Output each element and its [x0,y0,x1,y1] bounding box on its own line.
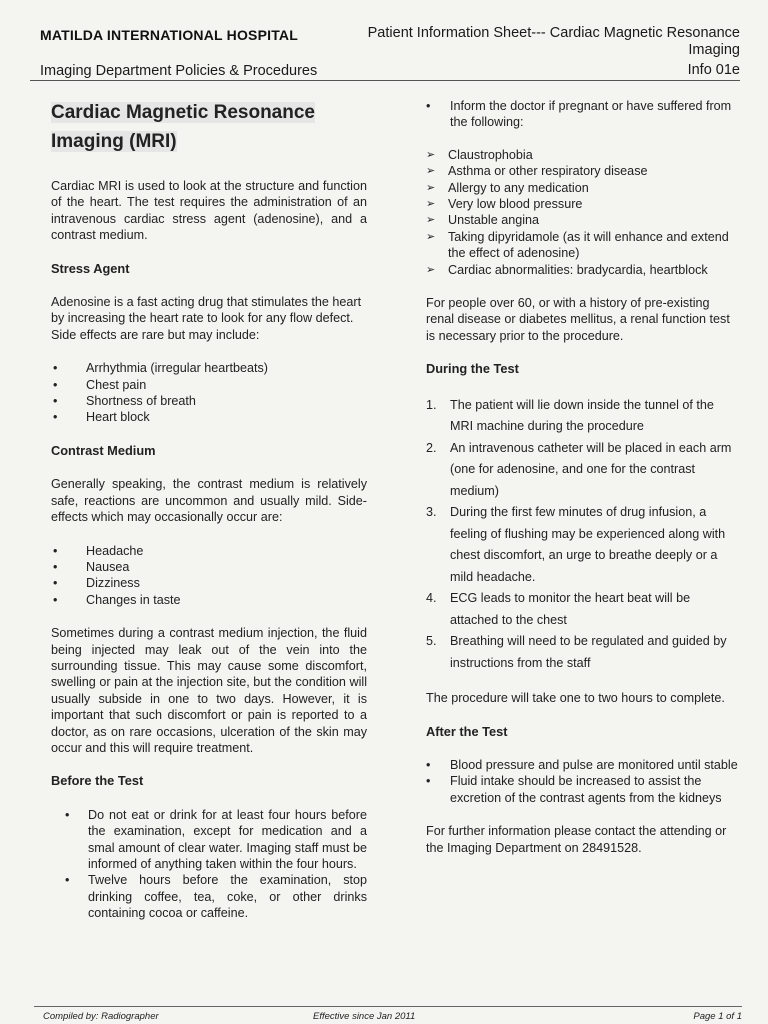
list-item: • Fluid intake should be increased to assist the excretion of the contrast agents from the kidneys [426,773,738,806]
renal-function-paragraph: For people over 60, or with a history of pre-existing renal disease or diabetes mellitus, a renal function test is necessary prior to the procedure. [426,296,730,343]
injection-paragraph: Sometimes during a contrast medium injection, the fluid being injected may leak out of the vein into the surrounding tissue. This may cause some discomfort, swelling or pain at the injection site, but the condition will usually subside in one to two days. However, it is important that such discomfort or pain is reported to a doctor, as on rare occasions, ulceration of the skin may occur and this will require treatment. [51,626,367,755]
list-item: ➢ Taking dipyridamole (as it will enhance and extend the effect of adenosine) [426,229,738,262]
list-item: • Changes in taste [51,592,367,608]
list-item: • Dizziness [51,575,367,591]
list-item: During the first few minutes of drug infusion, a feeling of flushing may be experienced along with chest discomfort, an urge to breathe deeply or a mild headache. [450,505,726,584]
list-item: ➢ Unstable angina [426,212,738,228]
list-item: An intravenous catheter will be placed in each arm (one for adenosine, and one for the contrast medium) [450,440,732,498]
sheet-title: Patient Information Sheet--- Cardiac Magnetic Resonance Imaging [367,25,740,58]
list-item: • Nausea [51,559,367,575]
contrast-medium-paragraph: Generally speaking, the contrast medium is relatively safe, reactions are uncommon and usually mild. Side-effects which may occasionally occur are: [51,477,367,525]
list-item: ➢ Claustrophobia [426,147,738,163]
list-item: The patient will lie down inside the tunnel of the MRI machine during the procedure [450,397,714,434]
inform-doctor-paragraph: • Inform the doctor if pregnant or have suffered from the following: [426,98,738,131]
hospital-name: MATILDA INTERNATIONAL HOSPITAL [40,27,298,43]
list-item: • Chest pain [51,377,367,393]
right-column [426,98,738,873]
stress-effects-list [51,360,367,426]
list-item: • Headache [51,543,367,559]
page-number: Page 1 of 1 [693,1011,742,1022]
list-item: • Blood pressure and pulse are monitored until stable [426,757,738,773]
list-item: ➢ Cardiac abnormalities: bradycardia, heartblock [426,262,738,278]
list-item: ECG leads to monitor the heart beat will be attached to the chest [450,591,691,627]
contrast-medium-heading: Contrast Medium [51,442,156,458]
document-title-text: Cardiac Magnetic Resonance Imaging (MRI) [51,102,315,152]
list-item: • Do not eat or drink for at least four hours before the examination, except for medication and a smal amount of clear water. Imaging staff must be informed of anything taken within the four hours. [51,807,367,873]
list-item: • Twelve hours before the examination, stop drinking coffee, tea, coke, or other drinks containing cocoa or caffeine. [51,872,367,921]
stress-agent-paragraph: Adenosine is a fast acting drug that stimulates the heart by increasing the heart rate to look for any flow defect. Side effects are rare but may include: [51,295,362,342]
list-item: ➢ Allergy to any medication [426,180,738,196]
intro-paragraph: Cardiac MRI is used to look at the structure and function of the heart. The test requires the administration of an intravenous cardiac stress agent (adenosine), and a contrast medium. [51,179,367,243]
conditions-list [426,147,738,278]
contrast-effects-list [51,543,367,609]
compiled-by: Compiled by: Radiographer [43,1011,159,1022]
before-test-heading: Before the Test [51,773,144,789]
page-header [0,0,768,82]
list-item: ➢ Very low blood pressure [426,196,738,212]
duration-paragraph: The procedure will take one to two hours to complete. [426,691,725,706]
during-test-heading: During the Test [426,361,519,377]
footer-divider [34,1006,742,1007]
list-item: ➢ Asthma or other respiratory disease [426,163,738,179]
effective-date: Effective since Jan 2011 [313,1011,416,1022]
contact-paragraph: For further information please contact the attending or the Imaging Department on 28491528. [426,824,727,855]
document-title [51,98,367,156]
stress-agent-heading: Stress Agent [51,260,130,276]
list-item: • Shortness of breath [51,393,367,409]
info-code: Info 01e [687,62,740,78]
list-item: • Arrhythmia (irregular heartbeats) [51,360,367,376]
left-column [51,98,367,939]
after-test-list [426,757,738,806]
list-item: Breathing will need to be regulated and guided by instructions from the staff [450,634,727,670]
after-test-heading: After the Test [426,723,508,739]
department-name: Imaging Department Policies & Procedures [40,63,318,79]
list-item: • Heart block [51,409,367,425]
before-test-list [51,807,367,922]
header-divider [30,80,740,81]
during-test-list [426,395,738,675]
